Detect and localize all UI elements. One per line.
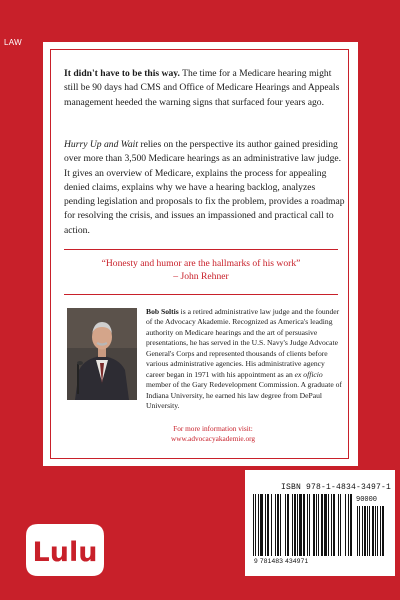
logo-text: Lulu: [32, 537, 98, 568]
quote-rule-top: [64, 249, 338, 250]
category-label: LAW: [4, 38, 22, 47]
publisher-logo: [22, 520, 108, 580]
intro-text: The time for a Medicare hearing might still be 90 days had CMS and Office of Medicare Hearings and Appeals management heeded the warning signs that surfaced four years ago.: [64, 68, 340, 108]
website-link[interactable]: www.advocacyakademie.org: [170, 433, 256, 443]
bio-text-1: is a retired administrative law judge and the founder of the Advocacy Akademie. Recognized as America's leading authority on Medicare hearings and the art of persuasive presentations, he has served in the U.S. Navy's Judge Advocate General's Corps and represented thousands of clients before various administrative agencies. His administrative agency career began in 1971 with his appointment as an: [146, 307, 340, 379]
description-text: relies on the perspective its author gained presiding over more than 3,500 Medicare hearings as an administrative law judge. It gives an overview of Medicare, explains the process for appealing denied claims, explains why we have a hearing backlog, analyzes pending legislation and proposals to fix the problem, provides a roadmap for resolving the crisis, and issues an impassioned and practical call to action.: [64, 139, 345, 236]
intro-paragraph: [64, 67, 342, 110]
author-name: Bob Soltis: [146, 307, 179, 316]
more-info-label: For more information visit:: [173, 424, 253, 433]
intro-bold-text: It didn't have to be this way.: [64, 68, 180, 79]
bio-italic: ex officio: [294, 369, 323, 379]
bio-text-2: member of the Gary Redevelopment Commission. A graduate of Indiana University, he earned his law degree from DePaul University.: [146, 380, 342, 411]
endorsement-quote: [64, 257, 338, 283]
isbn-label: ISBN 978-1-4834-3497-1: [280, 483, 391, 492]
description-paragraph: [64, 138, 345, 238]
lulu-logo-icon: [22, 520, 108, 580]
price-code: 90000: [356, 496, 378, 504]
book-title: Hurry Up and Wait: [64, 139, 138, 150]
more-info: [148, 424, 278, 443]
author-bio: [146, 307, 342, 412]
quote-rule-bottom: [64, 294, 338, 295]
quote-text: “Honesty and humor are the hallmarks of his work”: [101, 258, 301, 269]
author-portrait-icon: [67, 308, 137, 400]
quote-author: – John Rehner: [173, 271, 229, 282]
author-photo: [67, 308, 137, 400]
barcode-digits: 9 781483 434971: [254, 558, 309, 565]
